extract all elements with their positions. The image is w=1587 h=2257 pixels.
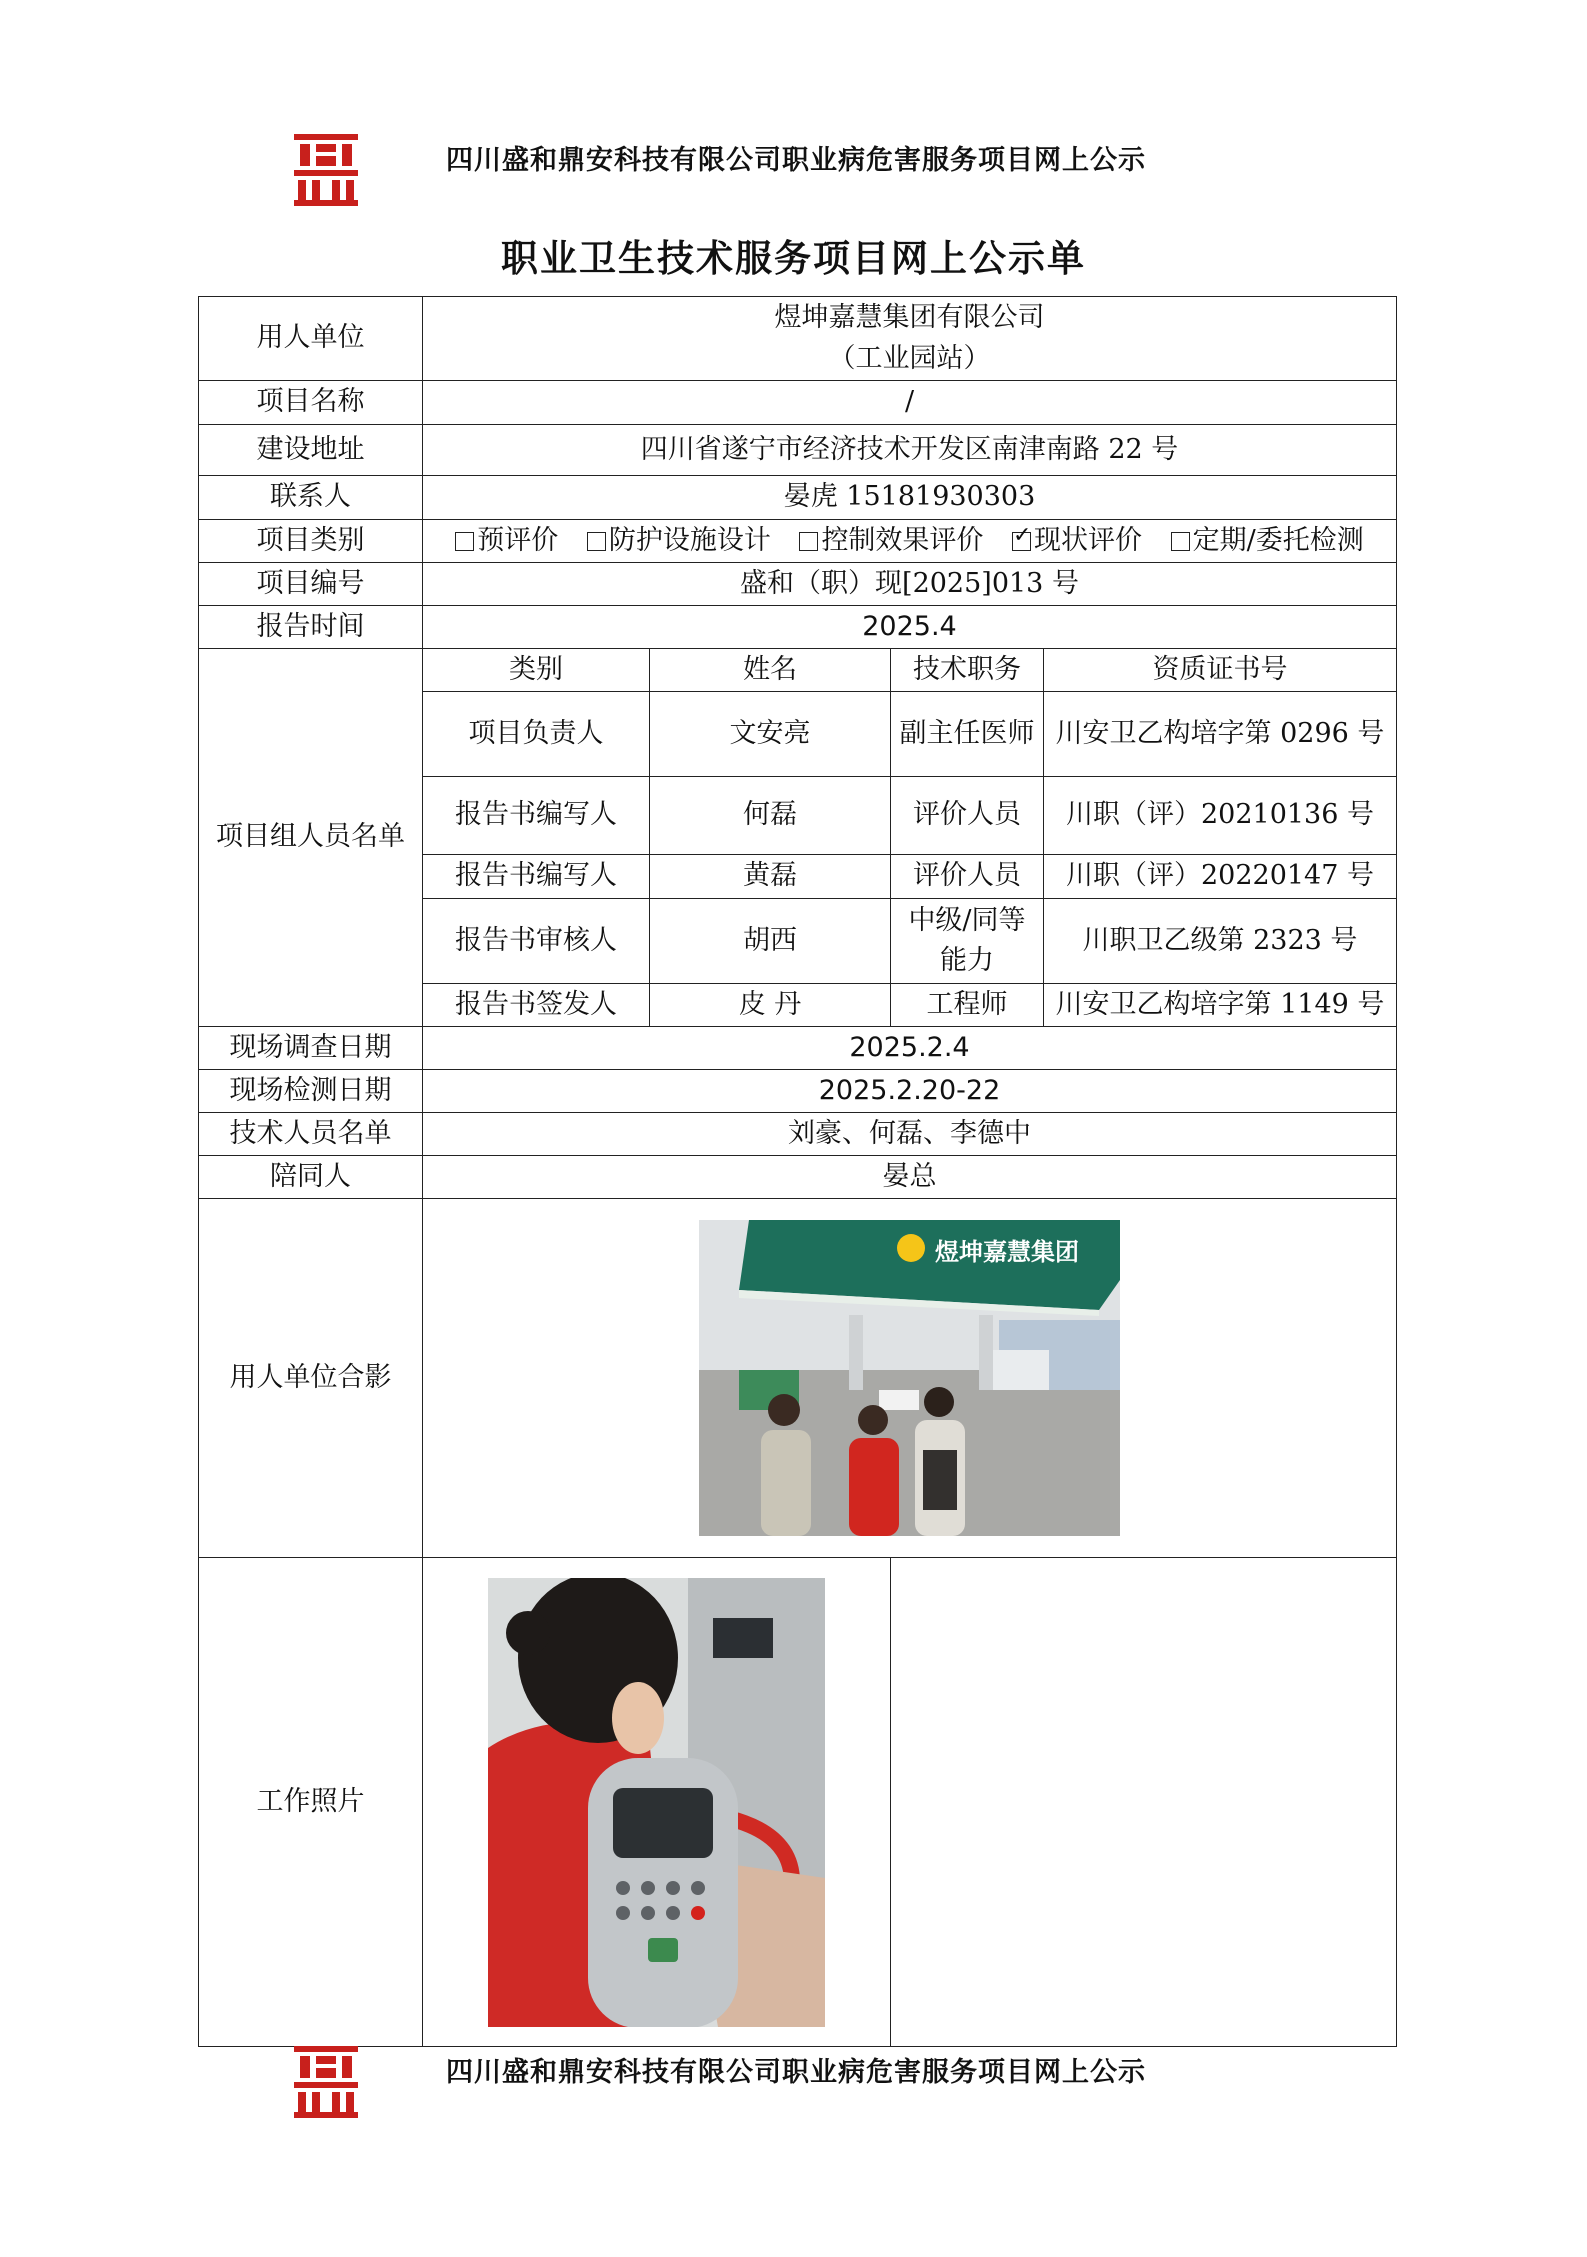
test-date-value: 2025.2.20-22: [423, 1070, 1397, 1113]
project-name-label: 项目名称: [199, 381, 423, 425]
technicians-row: [199, 1113, 1397, 1156]
group-photo-cell: [423, 1199, 1397, 1558]
companion-value: 晏总: [423, 1156, 1397, 1199]
company-logo-icon: [290, 128, 362, 208]
team-person: 何磊: [650, 777, 891, 855]
technicians-value: 刘豪、何磊、李德中: [423, 1113, 1397, 1156]
team-position: 评价人员: [891, 855, 1044, 899]
contact-value: 晏虎 15181930303: [423, 476, 1397, 520]
survey-date-label: 现场调查日期: [199, 1027, 423, 1070]
team-position: 中级/同等能力: [891, 899, 1044, 984]
contact-label: 联系人: [199, 476, 423, 520]
station-sign-text: 煜坤嘉慧集团: [935, 1238, 1079, 1266]
survey-date-value: 2025.2.4: [423, 1027, 1397, 1070]
category-option-protection-design: 防护设施设计: [587, 525, 771, 556]
team-label: 项目组人员名单: [199, 649, 423, 1027]
project-number-value: 盛和（职）现[2025]013 号: [423, 563, 1397, 606]
contact-row: [199, 476, 1397, 520]
team-certificate: 川职（评）20220147 号: [1044, 855, 1397, 899]
work-photo-row: [199, 1558, 1397, 2047]
address-label: 建设地址: [199, 425, 423, 476]
document-title: 职业卫生技术服务项目网上公示单: [501, 236, 1086, 280]
project-name-value: /: [423, 381, 1397, 425]
employer-value: [423, 297, 1397, 381]
checkbox-unchecked-icon: [587, 532, 606, 551]
category-row: [199, 520, 1397, 563]
group-photo-label: 用人单位合影: [199, 1199, 423, 1558]
project-number-row: [199, 563, 1397, 606]
team-person: 文安亮: [650, 692, 891, 777]
footer-company-notice: 四川盛和鼎安科技有限公司职业病危害服务项目网上公示: [446, 2057, 1146, 2088]
category-label: 项目类别: [199, 520, 423, 563]
group-photo-image: [699, 1220, 1120, 1536]
work-photo-label: 工作照片: [199, 1558, 423, 2047]
team-header-title: 技术职务: [891, 649, 1044, 692]
employer-site: （工业园站）: [828, 342, 991, 374]
team-person: 皮 丹: [650, 984, 891, 1027]
companion-row: [199, 1156, 1397, 1199]
page-footer: [0, 2040, 1587, 2120]
team-position: 副主任医师: [891, 692, 1044, 777]
work-photo-image: [488, 1578, 825, 2027]
team-certificate: 川安卫乙构培字第 1149 号: [1044, 984, 1397, 1027]
address-row: [199, 425, 1397, 476]
team-person: 胡西: [650, 899, 891, 984]
team-certificate: 川安卫乙构培字第 0296 号: [1044, 692, 1397, 777]
group-photo-row: [199, 1199, 1397, 1558]
notice-table: [198, 296, 1397, 2047]
address-value: 四川省遂宁市经济技术开发区南津南路 22 号: [423, 425, 1397, 476]
category-option-status-evaluation: ✓ 现状评价: [1013, 522, 1143, 556]
team-certificate: 川职（评）20210136 号: [1044, 777, 1397, 855]
employer-row: [199, 297, 1397, 381]
team-header-name: 姓名: [650, 649, 891, 692]
companion-label: 陪同人: [199, 1156, 423, 1199]
employer-label: 用人单位: [199, 297, 423, 381]
report-time-row: [199, 606, 1397, 649]
team-role: 报告书编写人: [423, 855, 650, 899]
checkbox-unchecked-icon: [799, 532, 818, 551]
category-option-periodic-testing: 定期/委托检测: [1171, 525, 1364, 556]
project-name-row: [199, 381, 1397, 425]
report-time-value: 2025.4: [423, 606, 1397, 649]
page-header: [0, 128, 1587, 208]
test-date-label: 现场检测日期: [199, 1070, 423, 1113]
category-options: [423, 520, 1397, 563]
checkbox-unchecked-icon: [1171, 532, 1190, 551]
team-header-certificate: 资质证书号: [1044, 649, 1397, 692]
team-header-category: 类别: [423, 649, 650, 692]
project-number-label: 项目编号: [199, 563, 423, 606]
company-logo-icon: [290, 2040, 362, 2120]
team-position: 评价人员: [891, 777, 1044, 855]
team-role: 报告书编写人: [423, 777, 650, 855]
checkbox-unchecked-icon: [455, 532, 474, 551]
team-role: 报告书签发人: [423, 984, 650, 1027]
category-option-control-effect: 控制效果评价: [799, 525, 983, 556]
team-person: 黄磊: [650, 855, 891, 899]
team-role: 报告书审核人: [423, 899, 650, 984]
team-position: 工程师: [891, 984, 1044, 1027]
report-time-label: 报告时间: [199, 606, 423, 649]
header-company-notice: 四川盛和鼎安科技有限公司职业病危害服务项目网上公示: [446, 145, 1146, 176]
employer-name: 煜坤嘉慧集团有限公司: [774, 302, 1045, 333]
test-date-row: [199, 1070, 1397, 1113]
checkbox-checked-icon: ✓: [1012, 532, 1031, 551]
category-option-pre-evaluation: 预评价: [455, 525, 558, 556]
work-photo-cell: [423, 1558, 891, 2047]
survey-date-row: [199, 1027, 1397, 1070]
team-role: 项目负责人: [423, 692, 650, 777]
team-certificate: 川职卫乙级第 2323 号: [1044, 899, 1397, 984]
team-header-row: [199, 649, 1397, 692]
work-photo-empty-cell: [891, 1558, 1397, 2047]
technicians-label: 技术人员名单: [199, 1113, 423, 1156]
